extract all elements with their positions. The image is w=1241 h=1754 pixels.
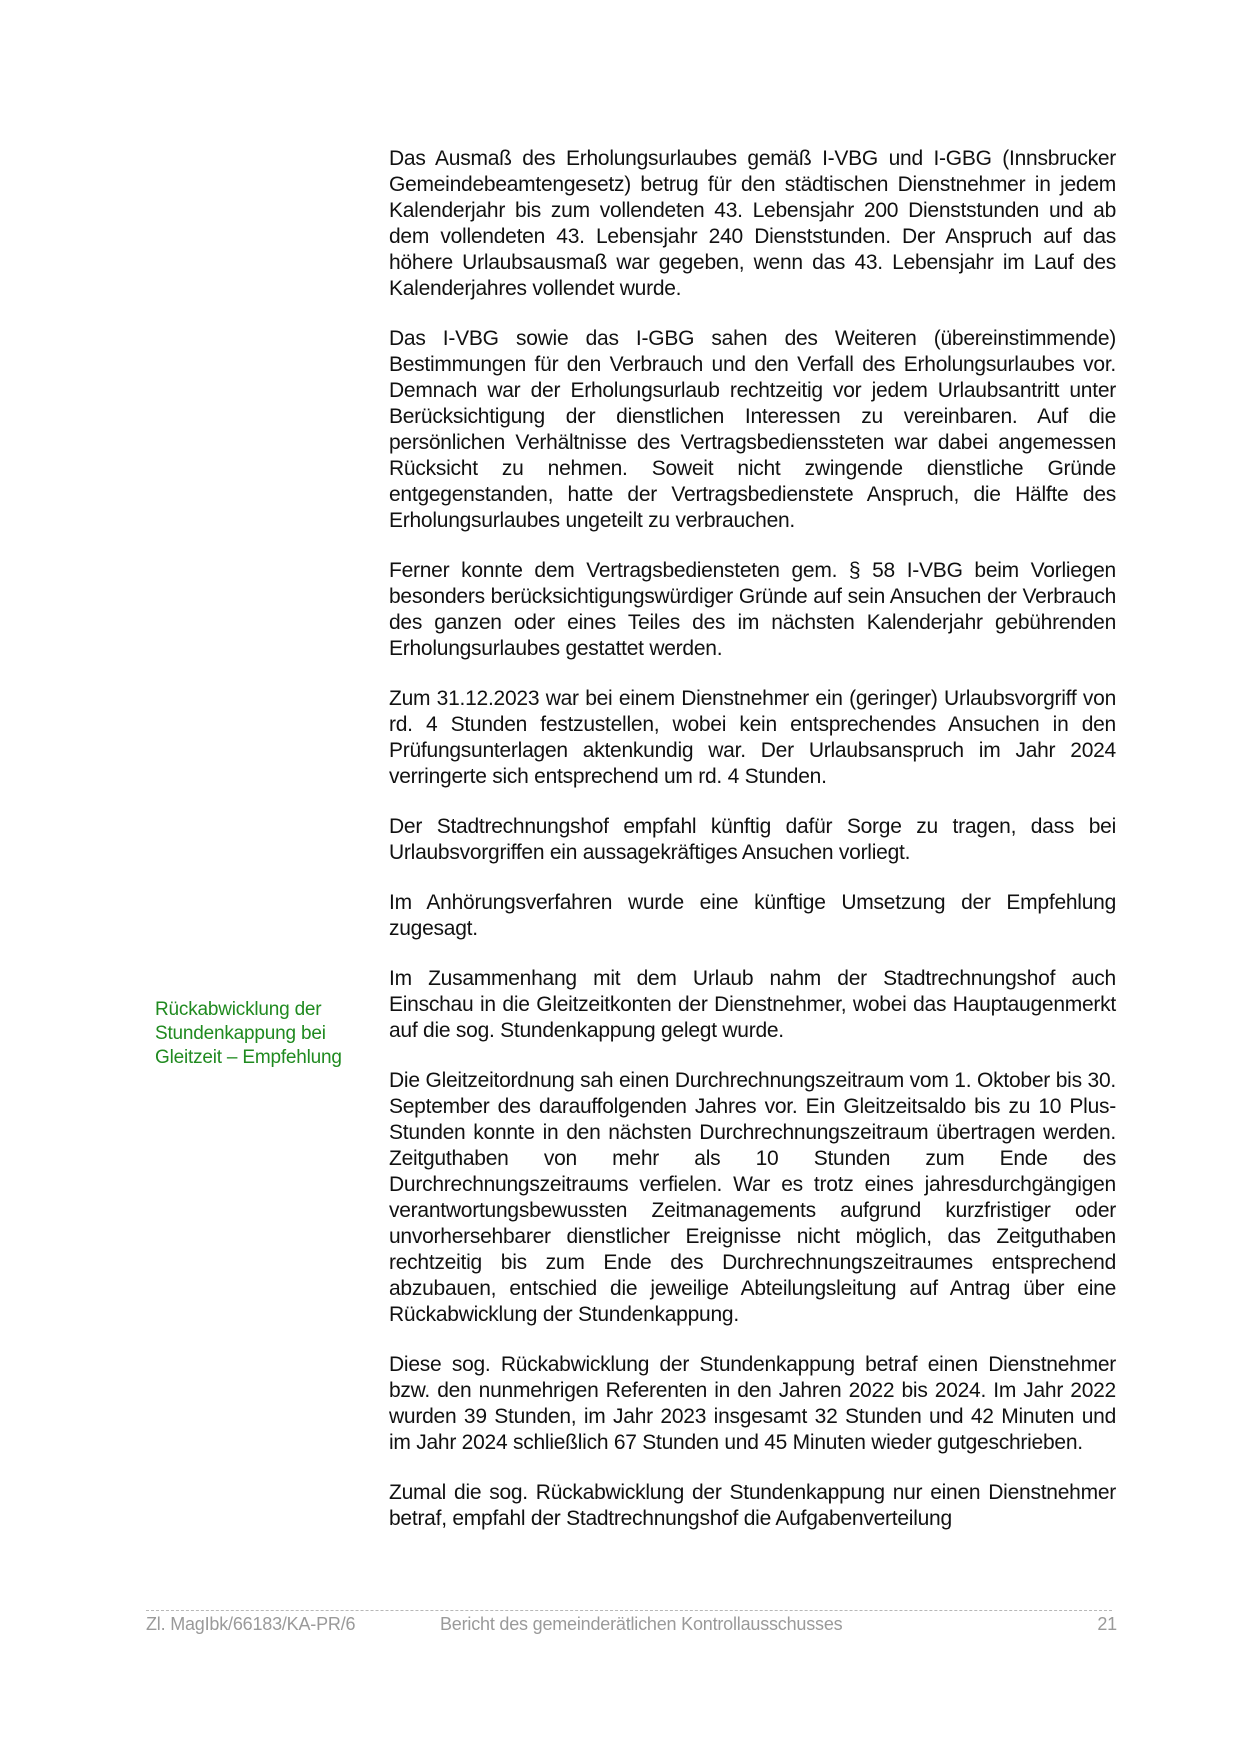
page-number: 21	[1097, 1614, 1117, 1634]
paragraph-urlaubsvorgriff-befund: Zum 31.12.2023 war bei einem Dienstnehmer ein (geringer) Urlaubsvorgriff von rd. 4 Stunden festzustellen, wobei kein entsprechendes Ansuchen in den Prüfungsunterlagen aktenkundig war. Der Urlaubsanspruch im Jahr 2024 verringerte sich entsprechend um rd. 4 Stunden.	[389, 687, 1116, 788]
footer-divider	[146, 1610, 1112, 1611]
main-text-column	[389, 146, 1116, 1556]
side-note-heading: Rückabwicklung der Stundenkappung bei Gleitzeit – Empfehlung	[155, 999, 342, 1068]
paragraph-gleitzeitordnung: Die Gleitzeitordnung sah einen Durchrechnungszeitraum vom 1. Oktober bis 30. September des darauffolgenden Jahres vor. Ein Gleitzeitsaldo bis zu 10 Plus-Stunden konnte in den nächsten Durchrechnungszeitraum übertragen werden. Zeitguthaben von mehr als 10 Stunden zum Ende des Durchrechnungszeitraums verfielen. War es trotz eines jahresdurchgängigen verantwortungsbewussten Zeitmanagements aufgrund kurzfristiger oder unvorhersehbarer dienstlicher Ereignisse nicht möglich, das Zeitguthaben rechtzeitig bis zum Ende des Durchrechnungszeitraumes entsprechend abzubauen, entschied die jeweilige Abteilungsleitung auf Antrag über eine Rückabwicklung der Stundenkappung.	[389, 1069, 1116, 1326]
paragraph-aufgabenverteilung: Zumal die sog. Rückabwicklung der Stundenkappung nur einen Dienstnehmer betraf, empfahl der Stadtrechnungshof die Aufgabenverteilung	[389, 1481, 1116, 1530]
paragraph-verbrauch-verfall: Das I-VBG sowie das I-GBG sahen des Weiteren (übereinstimmende) Bestimmungen für den Verbrauch und den Verfall des Erholungsurlaubes vor. Demnach war der Erholungsurlaub rechtzeitig vor jedem Urlaubsantritt unter Berücksichtigung der dienstlichen Interessen zu vereinbaren. Auf die persönlichen Verhältnisse des Vertragsbedienssteten war dabei angemessen Rücksicht zu nehmen. Soweit nicht zwingende dienstliche Gründe entgegenstanden, hatte der Vertragsbedienstete Anspruch, die Hälfte des Erholungsurlaubes ungeteilt zu verbrauchen.	[389, 327, 1116, 532]
paragraph-gleitzeit-einschau: Im Zusammenhang mit dem Urlaub nahm der Stadtrechnungshof auch Einschau in die Gleitzeitkonten der Dienstnehmer, wobei das Hauptaugenmerkt auf die sog. Stundenkappung gelegt wurde.	[389, 967, 1116, 1042]
paragraph-anhoerung: Im Anhörungsverfahren wurde eine künftige Umsetzung der Empfehlung zugesagt.	[389, 891, 1116, 940]
footer-reference: Zl. MagIbk/66183/KA-PR/6	[146, 1614, 356, 1634]
paragraph-vorgriff-regelung: Ferner konnte dem Vertragsbediensteten gem. § 58 I-VBG beim Vorliegen besonders berücksichtigungswürdiger Gründe auf sein Ansuchen der Verbrauch des ganzen oder eines Teiles des im nächsten Kalenderjahr gebührenden Erholungsurlaubes gestattet werden.	[389, 559, 1116, 660]
footer-title: Bericht des gemeinderätlichen Kontrollausschusses	[440, 1614, 843, 1634]
paragraph-empfehlung-urlaub: Der Stadtrechnungshof empfahl künftig dafür Sorge zu tragen, dass bei Urlaubsvorgriffen ein aussagekräftiges Ansuchen vorliegt.	[389, 815, 1116, 864]
paragraph-rueckabwicklung-stunden: Diese sog. Rückabwicklung der Stundenkappung betraf einen Dienstnehmer bzw. den nunmehrigen Referenten in den Jahren 2022 bis 2024. Im Jahr 2022 wurden 39 Stunden, im Jahr 2023 insgesamt 32 Stunden und 42 Minuten und im Jahr 2024 schließlich 67 Stunden und 45 Minuten wieder gutgeschrieben.	[389, 1353, 1116, 1454]
paragraph-erholungsurlaub-ausmass: Das Ausmaß des Erholungsurlaubes gemäß I-VBG und I-GBG (Innsbrucker Gemeindebeamtengesetz) betrug für den städtischen Dienstnehmer in jedem Kalenderjahr bis zum vollendeten 43. Lebensjahr 200 Dienststunden und ab dem vollendeten 43. Lebensjahr 240 Dienststunden. Der Anspruch auf das höhere Urlaubsausmaß war gegeben, wenn das 43. Lebensjahr im Lauf des Kalenderjahres vollendet wurde.	[389, 147, 1116, 300]
